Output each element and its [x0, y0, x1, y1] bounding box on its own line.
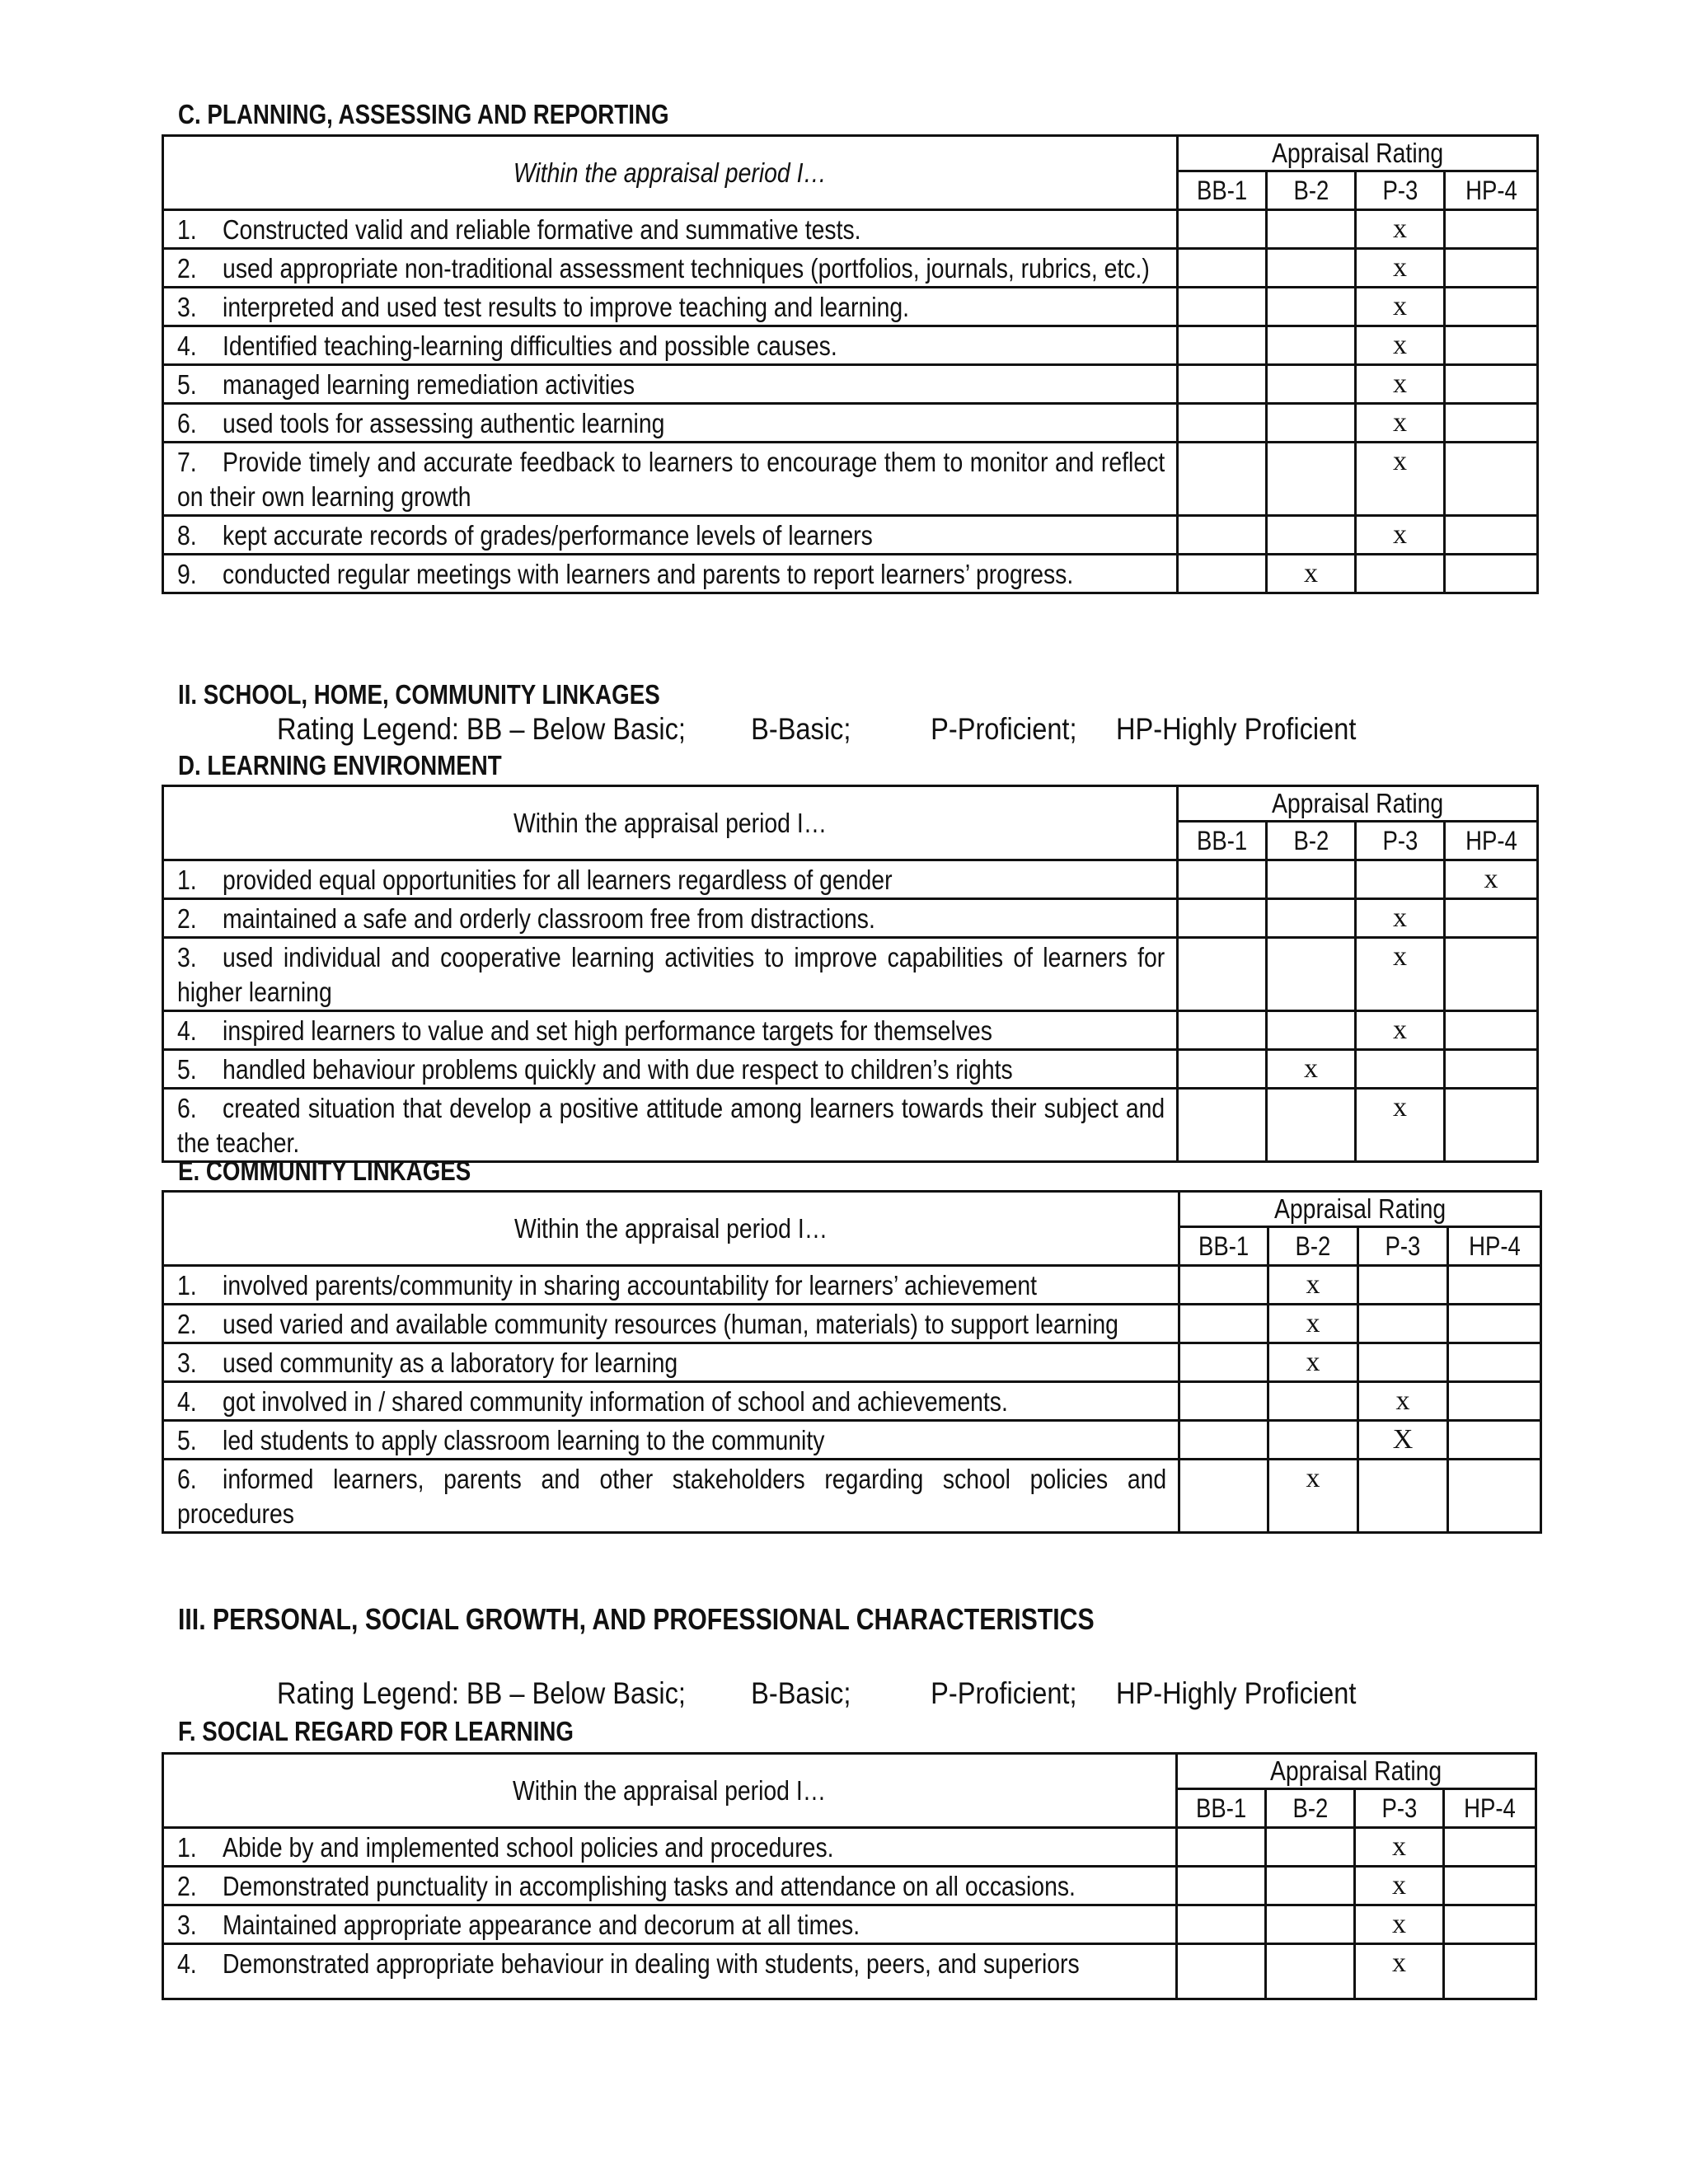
- item-number: 6.: [177, 408, 197, 438]
- item-text: Constructed valid and reliable formative and summative tests.: [223, 214, 861, 245]
- column-hp4: HP-4: [1448, 1227, 1541, 1266]
- rating-mark: x: [1393, 519, 1407, 550]
- rating-cell-bb1: [1179, 1266, 1268, 1305]
- item-number: 3.: [177, 1910, 197, 1940]
- column-bb1: BB-1: [1179, 1227, 1268, 1266]
- item-text-cell: [163, 1421, 1179, 1460]
- rating-cell-hp4: [1445, 443, 1538, 516]
- rating-mark: x: [1393, 291, 1407, 321]
- item-text: conducted regular meetings with learners and parents to report learners’ progress.: [223, 559, 1074, 589]
- within-period-header: Within the appraisal period I…: [163, 1754, 1177, 1828]
- item-text-cell: [163, 1343, 1179, 1382]
- table-row: [163, 860, 1538, 899]
- header-row: [163, 136, 1538, 171]
- part-three-title: III. PERSONAL, SOCIAL GROWTH, AND PROFESSIONAL CHARACTERISTICS: [178, 1602, 1095, 1636]
- rating-cell-hp4: [1445, 1089, 1538, 1162]
- rating-cell-hp4: [1445, 210, 1538, 249]
- rating-cell-hp4: [1448, 1421, 1541, 1460]
- section-c-title: C. PLANNING, ASSESSING AND REPORTING: [178, 99, 669, 129]
- item-text: led students to apply classroom learning to the community: [223, 1425, 825, 1455]
- within-period-header: Within the appraisal period I…: [163, 1192, 1179, 1266]
- rating-cell-bb1: [1178, 288, 1267, 326]
- section-c-table: [162, 134, 1539, 594]
- item-text: used community as a laboratory for learning: [223, 1347, 678, 1378]
- rating-cell-b2: [1266, 1867, 1355, 1905]
- item-text: Identified teaching-learning difficulties and possible causes.: [223, 330, 837, 361]
- column-hp4: HP-4: [1445, 171, 1538, 210]
- rating-cell-bb1: [1179, 1343, 1268, 1382]
- rating-cell-p3: [1356, 516, 1445, 555]
- section-e-table: [162, 1190, 1542, 1534]
- rating-cell-p3: [1356, 249, 1445, 288]
- item-text: interpreted and used test results to improve teaching and learning.: [223, 292, 910, 322]
- section-d-title: D. LEARNING ENVIRONMENT: [178, 750, 502, 780]
- rating-mark: x: [1306, 1463, 1320, 1493]
- rating-cell-bb1: [1178, 365, 1267, 404]
- rating-cell-bb1: [1178, 326, 1267, 365]
- item-text: informed learners, parents and other stakeholders regarding school policies and procedures: [177, 1464, 1167, 1529]
- rating-cell-hp4: [1445, 365, 1538, 404]
- item-text: provided equal opportunities for all learners regardless of gender: [223, 865, 893, 895]
- item-text-cell: [163, 1867, 1177, 1905]
- item-text-cell: [163, 1828, 1177, 1867]
- rating-cell-b2: [1268, 1266, 1358, 1305]
- item-text-cell: [163, 1382, 1179, 1421]
- table-row: [163, 1050, 1538, 1089]
- item-number: 2.: [177, 1309, 197, 1339]
- rating-cell-b2: [1267, 516, 1356, 555]
- rating-cell-p3: [1356, 1050, 1445, 1089]
- item-number: 1.: [177, 865, 197, 895]
- rating-cell-hp4: [1445, 860, 1538, 899]
- rating-cell-hp4: [1444, 1944, 1536, 1999]
- rating-mark: x: [1393, 407, 1407, 438]
- item-text-cell: [163, 326, 1178, 365]
- rating-cell-hp4: [1444, 1867, 1536, 1905]
- rating-cell-bb1: [1178, 249, 1267, 288]
- item-number: 5.: [177, 1054, 197, 1085]
- within-period-header: Within the appraisal period I…: [163, 136, 1178, 210]
- rating-cell-b2: [1267, 365, 1356, 404]
- appraisal-rating-header: Appraisal Rating: [1178, 136, 1538, 171]
- rating-mark: x: [1304, 558, 1318, 588]
- rating-cell-bb1: [1178, 1011, 1267, 1050]
- rating-cell-p3: [1358, 1421, 1448, 1460]
- rating-cell-bb1: [1177, 1867, 1266, 1905]
- rating-mark: x: [1306, 1347, 1320, 1377]
- rating-mark: x: [1484, 864, 1498, 894]
- table-row: [163, 1944, 1536, 1999]
- item-number: 6.: [177, 1464, 197, 1494]
- column-b2: B-2: [1267, 822, 1356, 860]
- item-number: 4.: [177, 1015, 197, 1046]
- rating-cell-b2: [1267, 1050, 1356, 1089]
- rating-cell-b2: [1268, 1382, 1358, 1421]
- rating-cell-p3: [1356, 1011, 1445, 1050]
- rating-cell-bb1: [1179, 1305, 1268, 1343]
- rating-cell-bb1: [1178, 516, 1267, 555]
- column-bb1: BB-1: [1178, 171, 1267, 210]
- column-b2: B-2: [1268, 1227, 1358, 1266]
- rating-mark: x: [1393, 330, 1407, 360]
- rating-cell-b2: [1267, 938, 1356, 1011]
- rating-cell-b2: [1267, 555, 1356, 593]
- legend-basic: B-Basic;: [751, 1676, 851, 1710]
- rating-mark: x: [1393, 213, 1407, 244]
- rating-cell-p3: [1356, 326, 1445, 365]
- item-number: 9.: [177, 559, 197, 589]
- rating-mark: x: [1392, 1870, 1406, 1900]
- rating-mark: x: [1306, 1308, 1320, 1338]
- rating-cell-hp4: [1448, 1382, 1541, 1421]
- rating-cell-hp4: [1445, 326, 1538, 365]
- rating-cell-p3: [1358, 1382, 1448, 1421]
- rating-mark: x: [1393, 1092, 1407, 1122]
- rating-cell-p3: [1358, 1305, 1448, 1343]
- table-row: [163, 326, 1538, 365]
- appraisal-rating-header: Appraisal Rating: [1178, 786, 1538, 822]
- rating-cell-hp4: [1448, 1266, 1541, 1305]
- rating-cell-hp4: [1445, 288, 1538, 326]
- column-p3: P-3: [1356, 822, 1445, 860]
- item-text-cell: [163, 899, 1178, 938]
- item-number: 7.: [177, 447, 197, 477]
- item-text: created situation that develop a positive attitude among learners towards their subject and the teacher.: [177, 1093, 1165, 1158]
- item-number: 1.: [177, 214, 197, 245]
- table-row: [163, 1089, 1538, 1162]
- item-number: 1.: [177, 1832, 197, 1863]
- column-hp4: HP-4: [1445, 822, 1538, 860]
- item-text: Maintained appropriate appearance and decorum at all times.: [223, 1910, 860, 1940]
- rating-cell-hp4: [1444, 1828, 1536, 1867]
- rating-cell-bb1: [1179, 1421, 1268, 1460]
- item-text: handled behaviour problems quickly and with due respect to children’s rights: [223, 1054, 1013, 1085]
- item-text-cell: [163, 938, 1178, 1011]
- rating-cell-p3: [1356, 1089, 1445, 1162]
- item-text-cell: [163, 1050, 1178, 1089]
- column-hp4: HP-4: [1444, 1789, 1536, 1828]
- rating-mark: x: [1395, 1385, 1410, 1416]
- rating-mark: x: [1393, 368, 1407, 399]
- rating-cell-p3: [1358, 1343, 1448, 1382]
- section-f-title: F. SOCIAL REGARD FOR LEARNING: [178, 1716, 574, 1746]
- rating-cell-b2: [1267, 249, 1356, 288]
- item-text: Demonstrated punctuality in accomplishing tasks and attendance on all occasions.: [223, 1871, 1076, 1901]
- rating-cell-b2: [1267, 210, 1356, 249]
- rating-cell-bb1: [1178, 443, 1267, 516]
- rating-cell-b2: [1268, 1460, 1358, 1533]
- column-b2: B-2: [1267, 171, 1356, 210]
- item-text: used individual and cooperative learning activities to improve capabilities of learners for higher learning: [177, 942, 1165, 1007]
- item-number: 1.: [177, 1270, 197, 1301]
- rating-cell-b2: [1267, 326, 1356, 365]
- rating-mark: x: [1306, 1269, 1320, 1300]
- rating-cell-p3: [1356, 365, 1445, 404]
- rating-cell-bb1: [1177, 1944, 1266, 1999]
- rating-cell-hp4: [1444, 1905, 1536, 1944]
- rating-cell-b2: [1267, 404, 1356, 443]
- rating-cell-b2: [1268, 1421, 1358, 1460]
- table-row: [163, 1905, 1536, 1944]
- rating-legend-2: [277, 1676, 1356, 1711]
- rating-cell-hp4: [1448, 1343, 1541, 1382]
- rating-mark: x: [1304, 1053, 1318, 1084]
- legend-basic: B-Basic;: [751, 712, 851, 746]
- rating-cell-b2: [1266, 1905, 1355, 1944]
- table-row: [163, 1266, 1541, 1305]
- table-row: [163, 899, 1538, 938]
- table-row: [163, 365, 1538, 404]
- column-p3: P-3: [1356, 171, 1445, 210]
- item-number: 3.: [177, 942, 197, 972]
- rating-cell-b2: [1267, 1011, 1356, 1050]
- table-row: [163, 249, 1538, 288]
- item-number: 2.: [177, 1871, 197, 1901]
- rating-cell-bb1: [1178, 860, 1267, 899]
- appraisal-rating-header: Appraisal Rating: [1179, 1192, 1541, 1227]
- item-text: used tools for assessing authentic learning: [223, 408, 665, 438]
- item-text-cell: [163, 288, 1178, 326]
- item-text: used varied and available community resources (human, materials) to support learning: [223, 1309, 1118, 1339]
- rating-cell-b2: [1267, 1089, 1356, 1162]
- item-number: 5.: [177, 1425, 197, 1455]
- legend-highly-proficient: HP-Highly Proficient: [1116, 1676, 1357, 1710]
- rating-cell-hp4: [1445, 516, 1538, 555]
- item-text-cell: [163, 1266, 1179, 1305]
- item-number: 6.: [177, 1093, 197, 1123]
- item-text-cell: [163, 1944, 1177, 1999]
- rating-cell-b2: [1268, 1305, 1358, 1343]
- item-text-cell: [163, 1011, 1178, 1050]
- rating-cell-bb1: [1178, 938, 1267, 1011]
- rating-cell-p3: [1356, 860, 1445, 899]
- rating-cell-hp4: [1445, 899, 1538, 938]
- legend-proficient: P-Proficient;: [931, 712, 1077, 746]
- rating-mark: x: [1392, 1947, 1406, 1978]
- item-text-cell: [163, 860, 1178, 899]
- within-period-header: Within the appraisal period I…: [163, 786, 1178, 860]
- header-row: [163, 1754, 1536, 1789]
- item-text: maintained a safe and orderly classroom free from distractions.: [223, 903, 875, 934]
- section-d-table: [162, 785, 1539, 1163]
- rating-mark: X: [1392, 1424, 1414, 1455]
- rating-cell-bb1: [1179, 1460, 1268, 1533]
- rating-mark: x: [1393, 941, 1407, 972]
- item-text: managed learning remediation activities: [223, 369, 635, 400]
- item-number: 4.: [177, 330, 197, 361]
- legend-proficient: P-Proficient;: [931, 1676, 1077, 1710]
- item-text-cell: [163, 365, 1178, 404]
- rating-cell-p3: [1355, 1905, 1444, 1944]
- item-text-cell: [163, 1305, 1179, 1343]
- table-row: [163, 555, 1538, 593]
- rating-cell-bb1: [1178, 1089, 1267, 1162]
- rating-cell-b2: [1267, 443, 1356, 516]
- item-number: 3.: [177, 292, 197, 322]
- rating-legend: [277, 712, 1356, 747]
- table-row: [163, 404, 1538, 443]
- rating-mark: x: [1393, 1015, 1407, 1045]
- rating-cell-p3: [1356, 210, 1445, 249]
- item-text-cell: [163, 404, 1178, 443]
- rating-cell-bb1: [1178, 210, 1267, 249]
- rating-cell-p3: [1356, 404, 1445, 443]
- rating-mark: x: [1393, 252, 1407, 283]
- section-f-table: [162, 1752, 1537, 2000]
- rating-cell-p3: [1358, 1460, 1448, 1533]
- item-number: 3.: [177, 1347, 197, 1378]
- header-row: [163, 1192, 1541, 1227]
- column-p3: P-3: [1358, 1227, 1448, 1266]
- table-row: [163, 1460, 1541, 1533]
- column-bb1: BB-1: [1178, 822, 1267, 860]
- legend-highly-proficient: HP-Highly Proficient: [1116, 712, 1357, 746]
- table-row: [163, 1382, 1541, 1421]
- rating-mark: x: [1393, 902, 1407, 933]
- column-bb1: BB-1: [1177, 1789, 1266, 1828]
- item-text-cell: [163, 210, 1178, 249]
- part-two-title: II. SCHOOL, HOME, COMMUNITY LINKAGES: [178, 679, 660, 710]
- header-row: [163, 786, 1538, 822]
- rating-cell-hp4: [1448, 1460, 1541, 1533]
- rating-cell-bb1: [1179, 1382, 1268, 1421]
- table-row: [163, 210, 1538, 249]
- item-text: involved parents/community in sharing accountability for learners’ achievement: [223, 1270, 1038, 1301]
- rating-cell-p3: [1356, 443, 1445, 516]
- item-text-cell: [163, 1089, 1178, 1162]
- rating-mark: x: [1392, 1909, 1406, 1939]
- rating-cell-bb1: [1178, 899, 1267, 938]
- item-text-cell: [163, 555, 1178, 593]
- rating-cell-bb1: [1178, 404, 1267, 443]
- section-e-title: E. COMMUNITY LINKAGES: [178, 1155, 471, 1186]
- item-number: 2.: [177, 903, 197, 934]
- item-text-cell: [163, 443, 1178, 516]
- item-text: inspired learners to value and set high performance targets for themselves: [223, 1015, 992, 1046]
- rating-cell-bb1: [1178, 555, 1267, 593]
- item-text: kept accurate records of grades/performance levels of learners: [223, 520, 873, 551]
- item-number: 4.: [177, 1948, 197, 1979]
- rating-cell-p3: [1355, 1828, 1444, 1867]
- rating-cell-bb1: [1177, 1828, 1266, 1867]
- rating-cell-b2: [1267, 899, 1356, 938]
- item-text-cell: [163, 249, 1178, 288]
- column-p3: P-3: [1355, 1789, 1444, 1828]
- item-number: 2.: [177, 253, 197, 284]
- table-row: [163, 288, 1538, 326]
- rating-cell-p3: [1356, 899, 1445, 938]
- column-b2: B-2: [1266, 1789, 1355, 1828]
- rating-cell-hp4: [1445, 555, 1538, 593]
- item-text-cell: [163, 516, 1178, 555]
- item-text: Demonstrated appropriate behaviour in dealing with students, peers, and superiors: [223, 1948, 1080, 1979]
- rating-mark: x: [1392, 1831, 1406, 1862]
- rating-cell-hp4: [1448, 1305, 1541, 1343]
- legend-below-basic: Rating Legend: BB – Below Basic;: [277, 712, 686, 746]
- legend-below-basic: Rating Legend: BB – Below Basic;: [277, 1676, 686, 1710]
- rating-cell-b2: [1266, 1944, 1355, 1999]
- rating-cell-p3: [1356, 555, 1445, 593]
- rating-cell-hp4: [1445, 1050, 1538, 1089]
- table-row: [163, 1421, 1541, 1460]
- item-number: 5.: [177, 369, 197, 400]
- table-row: [163, 1011, 1538, 1050]
- table-row: [163, 516, 1538, 555]
- rating-cell-b2: [1268, 1343, 1358, 1382]
- table-row: [163, 1305, 1541, 1343]
- item-text-cell: [163, 1460, 1179, 1533]
- rating-mark: x: [1393, 446, 1407, 476]
- rating-cell-p3: [1355, 1867, 1444, 1905]
- rating-cell-hp4: [1445, 938, 1538, 1011]
- table-row: [163, 1343, 1541, 1382]
- item-text: Provide timely and accurate feedback to learners to encourage them to monitor and reflect on their own learning growth: [177, 447, 1165, 512]
- table-row: [163, 1867, 1536, 1905]
- item-number: 4.: [177, 1386, 197, 1417]
- item-text: got involved in / shared community information of school and achievements.: [223, 1386, 1008, 1417]
- rating-cell-b2: [1267, 860, 1356, 899]
- rating-cell-bb1: [1178, 1050, 1267, 1089]
- rating-cell-hp4: [1445, 249, 1538, 288]
- rating-cell-b2: [1266, 1828, 1355, 1867]
- rating-cell-bb1: [1177, 1905, 1266, 1944]
- rating-cell-p3: [1358, 1266, 1448, 1305]
- table-row: [163, 443, 1538, 516]
- appraisal-rating-header: Appraisal Rating: [1177, 1754, 1536, 1789]
- item-text-cell: [163, 1905, 1177, 1944]
- rating-cell-p3: [1355, 1944, 1444, 1999]
- item-number: 8.: [177, 520, 197, 551]
- rating-cell-p3: [1356, 938, 1445, 1011]
- item-text: used appropriate non-traditional assessment techniques (portfolios, journals, rubrics, etc.): [223, 253, 1150, 284]
- rating-cell-hp4: [1445, 1011, 1538, 1050]
- rating-cell-b2: [1267, 288, 1356, 326]
- rating-cell-p3: [1356, 288, 1445, 326]
- table-row: [163, 938, 1538, 1011]
- rating-cell-hp4: [1445, 404, 1538, 443]
- table-row: [163, 1828, 1536, 1867]
- item-text: Abide by and implemented school policies and procedures.: [223, 1832, 834, 1863]
